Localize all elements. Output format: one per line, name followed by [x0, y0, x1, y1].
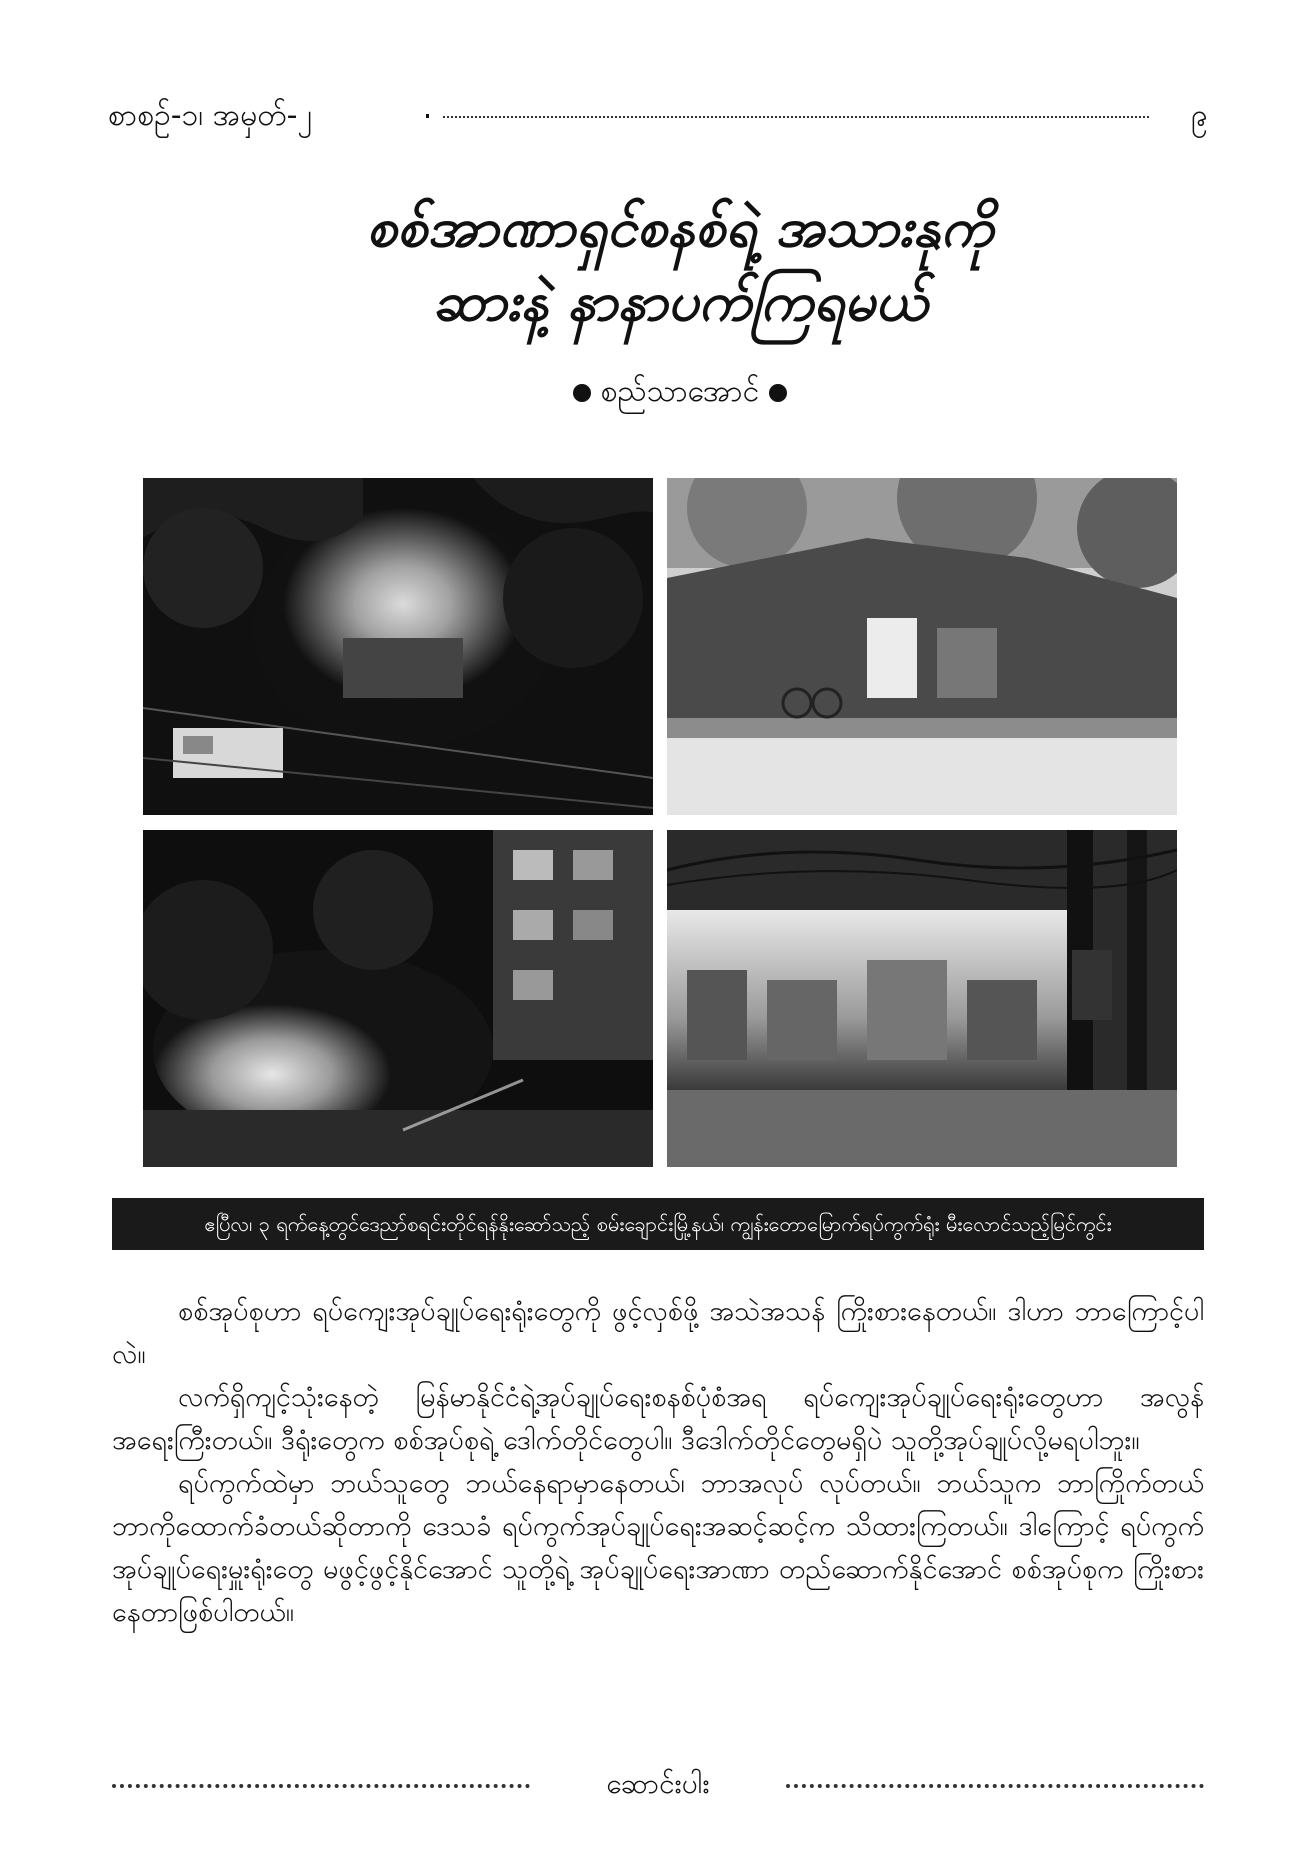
burned-building-daytime-photo: [667, 478, 1177, 815]
page-footer: [112, 1762, 1204, 1806]
paragraph: စစ်အုပ်စုဟာ ရပ်ကျေးအုပ်ချုပ်ရေးရုံးတွေကို ဖွင့်လှစ်ဖို့ အသဲအသန် ကြိုးစားနေတယ်။ ဒါဟာ ဘာကြောင့်ပါလဲ။: [112, 1296, 1204, 1370]
issue-label: စာစဉ်-၁၊ အမှတ်-၂: [108, 98, 313, 133]
burning-shops-photo: [667, 830, 1177, 1167]
footer-dotted-rule-right: [786, 1784, 1204, 1788]
footer-dotted-rule-left: [112, 1784, 530, 1788]
header-dotted-rule: [426, 114, 1149, 118]
night-fire-firetruck-photo: [143, 478, 653, 815]
author-name: စည်သာအောင်: [600, 374, 760, 409]
article-title: [330, 190, 1030, 338]
title-line-2: ဆားနဲ့ နာနာပက်ကြရမယ်: [432, 269, 928, 333]
page-number: ၉: [1191, 98, 1208, 133]
continue-label: ဆောင်းပါး: [606, 1767, 710, 1800]
bullet-icon: [573, 384, 591, 402]
author-byline: [330, 372, 1030, 412]
photo-caption: ဧပြီလ၊ ၃ ရက်နေ့တွင်ဒေညာ်စရင်းတိုင်ရန်နိုးဆော်သည့် စမ်းချောင်းမြို့နယ်၊ ကျွန်းတောမြောက်ရပ်ကွက်ရုံး မီးလောင်သည့်မြင်ကွင်း: [112, 1198, 1204, 1250]
paragraph: ရပ်ကွက်ထဲမှာ ဘယ်သူတွေ ဘယ်နေရာမှာနေတယ်၊ ဘာအလုပ် လုပ်တယ်။ ဘယ်သူက ဘာကြိုက်တယ် ဘာကိုထောက်ခံတယ်ဆိုတာကို ဒေသခံ ရပ်ကွက်အုပ်ချုပ်ရေးအဆင့်ဆင့်က သိထားကြတယ်။ ဒါကြောင့် ရပ်ကွက်အုပ်ချုပ်ရေးမှူးရုံးတွေ မဖွင့်ဖွင့်နိုင်အောင် သူတို့ရဲ့ အုပ်ချုပ်ရေးအာဏာ တည်ဆောက်နိုင်အောင် စစ်အုပ်စုက ကြိုးစားနေတာဖြစ်ပါတယ်။: [112, 1468, 1204, 1628]
title-line-1: စစ်အာဏာရှင်စနစ်ရဲ့ အသားနုကို: [366, 195, 994, 259]
bullet-icon: [769, 384, 787, 402]
night-fire-street-photo: [143, 830, 653, 1167]
paragraph: လက်ရှိကျင့်သုံးနေတဲ့ မြန်မာနိုင်ငံရဲ့အုပ်ချုပ်ရေးစနစ်ပုံစံအရ ရပ်ကျေးအုပ်ချုပ်ရေးရုံးတွေဟာ အလွန်အရေးကြီးတယ်။ ဒီရုံးတွေက စစ်အုပ်စုရဲ့ ဒေါက်တိုင်တွေပါ။ ဒီဒေါက်တိုင်တွေမရှိပဲ သူတို့အုပ်ချုပ်လို့မရပါဘူး။: [112, 1382, 1204, 1456]
page-header: [108, 96, 1208, 144]
article-body: [112, 1290, 1204, 1634]
